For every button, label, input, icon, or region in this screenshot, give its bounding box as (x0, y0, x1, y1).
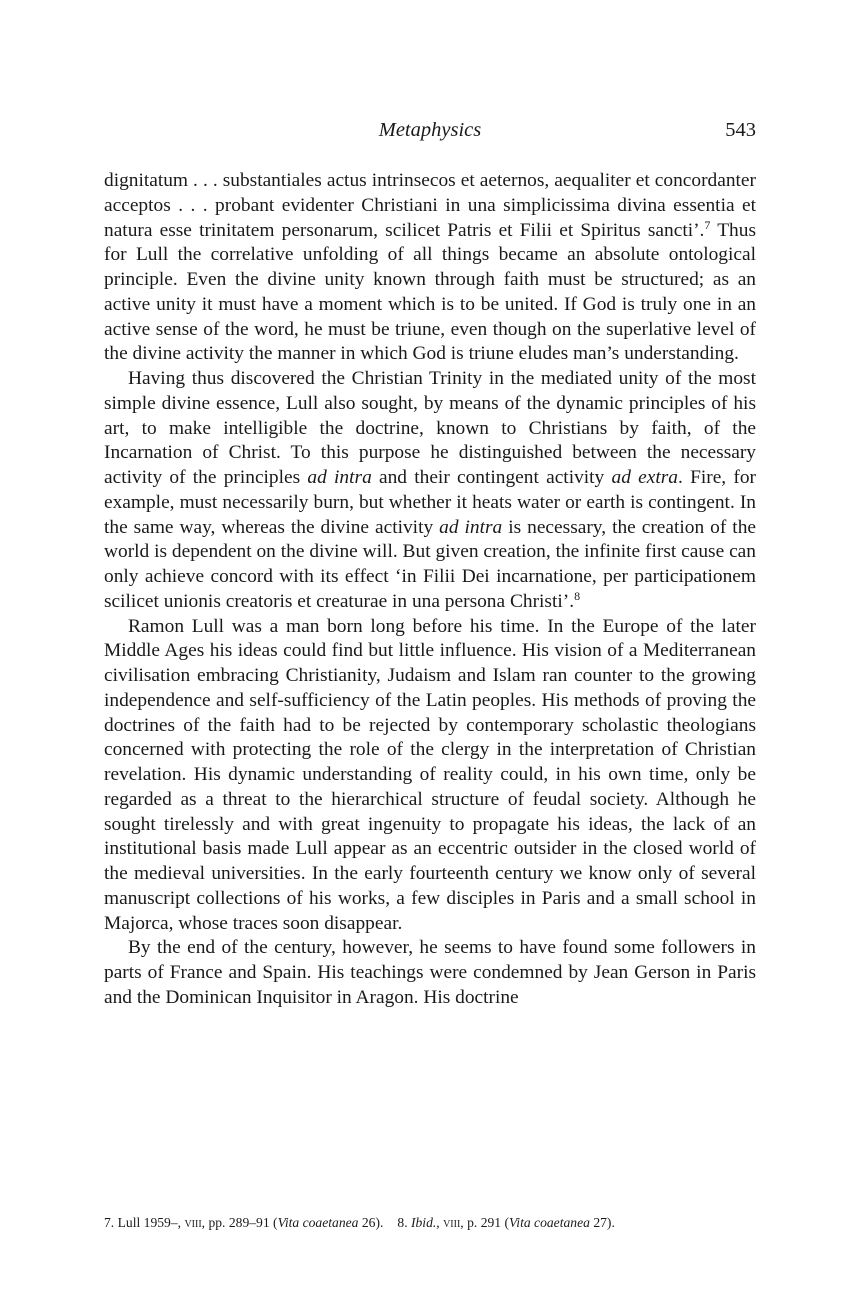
text-run: , (436, 1215, 444, 1230)
footnote-reference: 7 (704, 217, 711, 232)
text-run: dignitatum . . . substantiales actus intrinsecos et aeternos, aequaliter et concordanter acceptos . . . probant evidenter Christiani in una simplicissima divina essentia et natura esse trinitatem personarum, scilicet Patris et Filii et Spiritus sancti’. (104, 170, 756, 241)
text-run: 8. (397, 1215, 411, 1230)
italic-text: Vita coaetanea (277, 1215, 359, 1230)
text-run: 27). (589, 1215, 615, 1230)
text-run: By the end of the century, however, he seems to have found some followers in parts of France and Spain. His teachings were condemned by Jean Gerson in Paris and the Dominican Inquisitor in Aragon. His doctrine (104, 937, 756, 1008)
italic-text: ad intra (307, 467, 372, 488)
paragraph (104, 936, 756, 1010)
footnote (397, 1215, 614, 1230)
footnote (104, 1215, 383, 1230)
paragraph (104, 615, 756, 937)
text-run: is necessary, the creation of the world is dependent on the divine will. But given creation, the infinite first cause can only achieve concord with its effect ‘in Filii Dei incarnatione, per participationem scilicet unionis creatoris et creaturae in una persona Christi’. (104, 516, 756, 612)
paragraph (104, 367, 756, 615)
italic-text: ad extra (611, 467, 678, 488)
text-run: , p. 291 ( (460, 1215, 510, 1230)
paragraph (104, 169, 756, 367)
running-head-title: Metaphysics (378, 119, 482, 141)
italic-text: Vita coaetanea (509, 1215, 590, 1230)
italic-text: Ibid. (410, 1215, 437, 1230)
text-run: and their contingent activity (371, 467, 612, 488)
text-run: Thus for Lull the correlative unfolding of all things became an absolute ontological principle. Even the divine unity known through faith must be structured; as an active unity it must have a moment which is to be united. If God is truly one in an active sense of the word, he must be triune, even though on the superlative level of the divine activity the manner in which God is triune eludes man’s understanding. (104, 219, 756, 365)
footnote-reference: 8 (574, 588, 581, 603)
body-text (104, 169, 756, 1011)
volume-numeral: viii (443, 1215, 461, 1230)
text-run: Ramon Lull was a man born long before his time. In the Europe of the later Middle Ages his ideas could find but little influence. His vision of a Mediterranean civilisation embracing Christianity, Judaism and Islam ran counter to the growing independence and self-sufficiency of the Latin peoples. His methods of proving the doctrines of the faith had to be rejected by contemporary scholastic theologians concerned with protecting the role of the clergy in the interpretation of Christian revelation. His dynamic understanding of reality could, in his own time, only be regarded as a threat to the hierarchical structure of feudal society. Although he sought tirelessly and with great ingenuity to propagate his ideas, the lack of an institutional basis made Lull appear as an eccentric outsider in the closed world of the medieval universities. In the early fourteenth century we know only of several manuscript collections of his works, a few disciples in Paris and a small school in Majorca, whose traces soon disappear. (104, 615, 756, 934)
page-number: 543 (725, 119, 756, 141)
italic-text: ad intra (439, 516, 503, 538)
text-run: , pp. 289–91 ( (201, 1215, 278, 1230)
running-head (104, 119, 756, 145)
text-run: Having thus discovered the Christian Trinity in the mediated unity of the most simple divine essence, Lull also sought, by means of the dynamic principles of his art, to make intelligible the doctrine, known to Christians by faith, of the Incarnation of Christ. To this purpose he distinguished between the necessary activity of the principles (104, 368, 756, 488)
footnotes (104, 1214, 756, 1232)
text-run: 7. Lull 1959–, (104, 1215, 185, 1230)
text-run: 26). (358, 1215, 384, 1230)
text-run: . Fire, for example, must necessarily burn, but whether it heats water or earth is contingent. In the same way, whereas the divine activity (104, 467, 756, 538)
volume-numeral: viii (184, 1215, 202, 1230)
